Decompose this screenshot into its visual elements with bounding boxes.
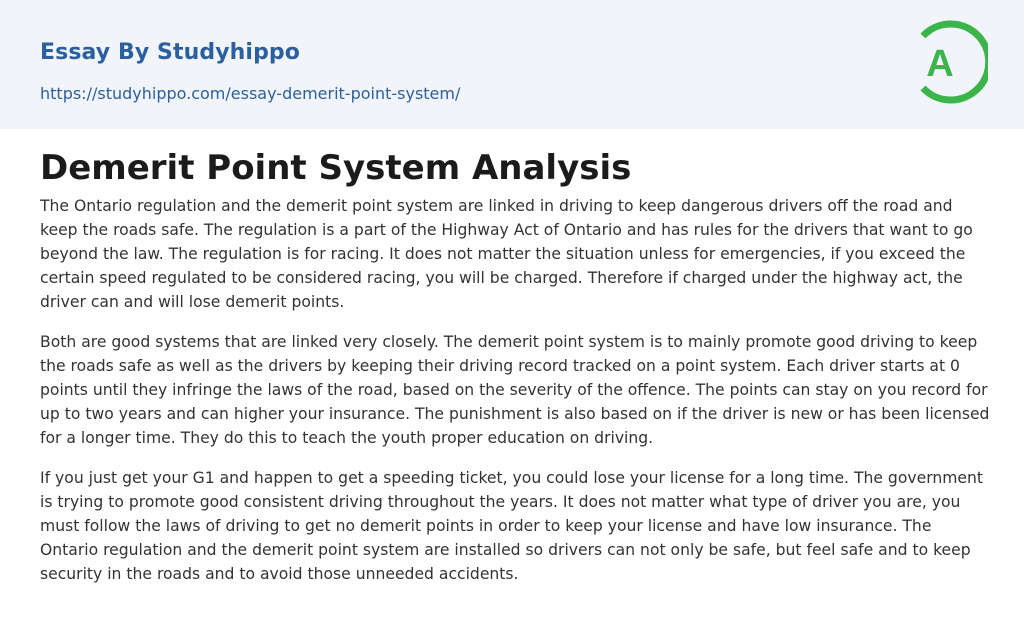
essay-paragraph-2: Both are good systems that are linked very closely. The demerit point system is to mainly promote good driving to keep the roads safe as well as the drivers by keeping their driving record tracked on a point system. Each driver starts at 0 points until they infringe the laws of the road, based on the severity of the offence. The points can stay on you record for up to two years and can higher your insurance. The punishment is also based on if the driver is new or has been licensed for a longer time. They do this to teach the youth proper education on driving. — [40, 333, 990, 447]
studyhippo-a-logo-icon[interactable] — [912, 19, 988, 105]
page-title: Demerit Point System Analysis — [40, 148, 632, 188]
essay-paragraph-1: The Ontario regulation and the demerit point system are linked in driving to keep dangerous drivers off the road and keep the roads safe. The regulation is a part of the Highway Act of Ontario and has rules for the drivers that want to go beyond the law. The regulation is for racing. It does not matter the situation unless for emergencies, if you exceed the certain speed regulated to be considered racing, you will be charged. Therefore if charged under the highway act, the driver can and will lose demerit points. — [40, 197, 973, 311]
logo-letter: A — [926, 43, 954, 85]
site-header — [0, 0, 1024, 129]
essay-content — [40, 146, 990, 586]
site-brand[interactable]: Essay By Studyhippo — [40, 40, 300, 65]
essay-paragraph-3: If you just get your G1 and happen to get a speeding ticket, you could lose your license for a long time. The government is trying to promote good consistent driving throughout the years. It does not matter what type of driver you are, you must follow the laws of driving to get no demerit points in order to keep your license and have low insurance. The Ontario regulation and the demerit point system are installed so drivers can not only be safe, but feel safe and to keep security in the roads and to avoid those unneeded accidents. — [40, 469, 983, 583]
essay-url[interactable]: https://studyhippo.com/essay-demerit-point-system/ — [40, 84, 461, 103]
